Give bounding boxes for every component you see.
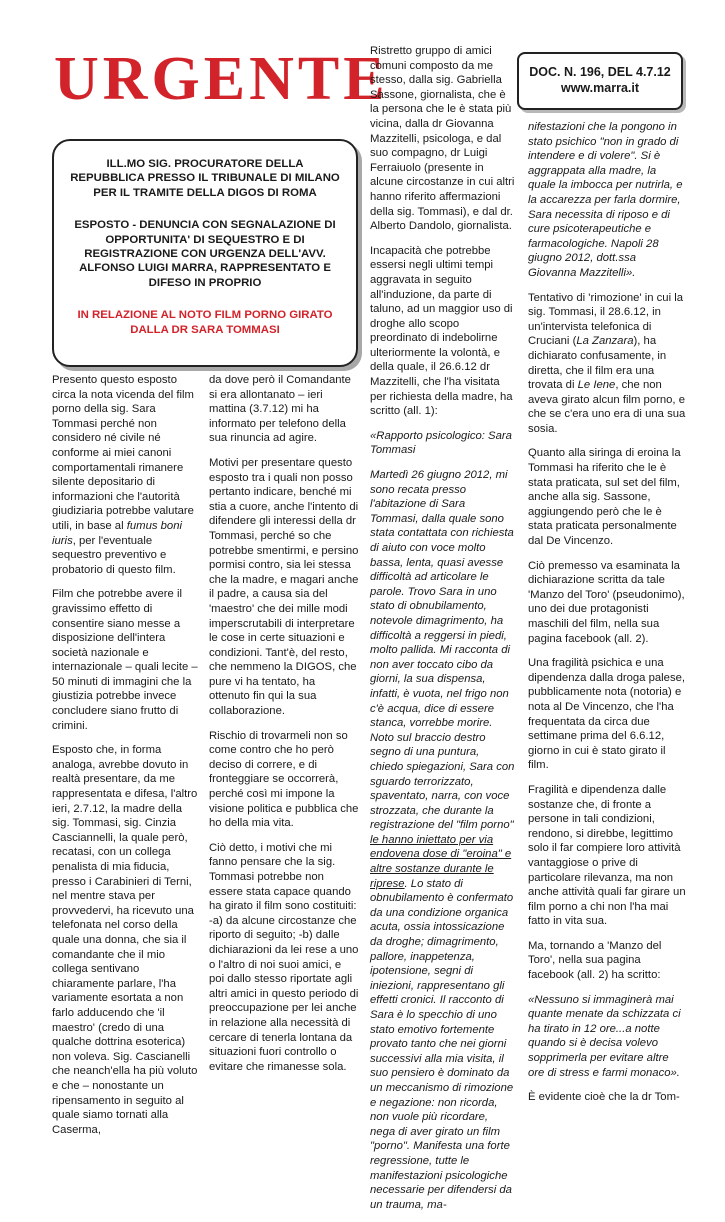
paragraph: Ma, tornando a 'Manzo del Toro', nella sua pagina facebook (all. 2) ha scritto: [528, 939, 662, 982]
paragraph: Tentativo di 'rimozione' in cui la sig. Tommasi, il 28.6.12, in un'intervista telefonica di Cruciani (La Zanzara), ha dichiarato confusamente, in diretta, che il film era una trovata di Le Iene, che non aveva girato alcun film porno, e che se c'era uno era di una sua sosia. [528, 291, 686, 435]
paragraph: Incapacità che potrebbe essersi negli ultimi tempi aggravata in seguito all'induzione, da parte di taluno, ad un maggior uso di droghe allo scopo preordinato di indebolirne ulteriormente la volontà, e della quale, il 26.6.12 dr Mazzitelli, che l'ha visitata per richiesta della madre, ha scritto (all. 1): [370, 244, 513, 418]
relation-text: IN RELAZIONE AL NOTO FILM PORNO GIRATO DALLA DR SARA TOMMASI [77, 309, 333, 336]
paragraph: Quanto alla siringa di eroina la Tommasi ha riferito che le è stata praticata, sul set del film, anche alla sig. Sassone, aggiungendo però che le è stata praticata personalmente dal De Vincenzo. [528, 447, 681, 548]
quote-paragraph: «Nessuno si immaginerà mai quante menate da schizzata ci ha tirato in 12 ore...a notte quando si è decisa volevo sopprimerla per evitare altre ore di stress e farmi monaco». [528, 993, 681, 1079]
paragraph: Rischio di trovarmeli non so come contro che ho però deciso di correre, e di fronteggiare se occorrerà, perché così mi impone la visione politica e pubblica che ho della mia vita. [209, 729, 359, 830]
quote-heading: «Rapporto psicologico: Sara Tommasi [370, 429, 512, 457]
quote-paragraph: Martedì 26 giugno 2012, mi sono recata presso l'abitazione di Sara Tommasi, dalla quale sono stata contattata con richiesta di aiuto con voce molto bassa, lenta, quasi avesse difficoltà ad articolare le parole. Trovo Sara in uno stato di obnubilamento, notevole dimagrimento, ha difficoltà a reggersi in piedi, molto pallida. Mi racconta di non aver toccato cibo da giorni, la sua dispensa, infatti, è vuota, nel frigo non c'è acqua, dice di essere stanca, vorrebbe morire. Noto sul braccio destro segno di una puntura, chiedo spiegazioni, Sara con sguardo terrorizzato, spaventato, narra, con voce strozzata, che durante la registrazione del "film porno" le hanno iniettato per via endovena dose di "eroina" e altre sostanze durante le riprese. Lo stato di obnubilamento è confermato da una condizione organica acuta, ossia intossicazione da droghe; dimagrimento, pallore, inappetenza, ipotensione, segni di iniezioni, rappresentano gli effetti cronici. Il racconto di Sara è lo specchio di uno stato emotivo fortemente provato tanto che nei giorni successivi alla mia visita, il suo pensiero è dominato da un meccanismo di rimozione e negazione: non ricorda, non vuole più ricordare, nega di aver girato un film "porno". Manifesta una forte regressione, tutte le manifestazioni psicologiche necessarie per difendersi da un trauma, ma- [370, 469, 515, 1211]
paragraph: da dove però il Comandante si era allontanato – ieri mattina (3.7.12) mi ha informato per telefono della sua rinuncia ad agire. [209, 374, 351, 445]
paragraph: È evidente cioè che la dr Tom- [528, 1091, 680, 1104]
document-reference-box [517, 52, 683, 110]
paragraph: Ciò detto, i motivi che mi fanno pensare che la sig. Tommasi potrebbe non essere stata capace quando ha girato il film sono costituiti: -a) da alcune circostanze che riporto di seguito; -b) dalle dichiarazioni da lei rese a uno o l'altro di noi suoi amici, e poi dallo stesso riportate agli altri amici in questo periodo di preoccupazione per lei anche in relazione alla necessità di cercare di tenerla lontana da situazioni fuori controllo o evitare che rimanesse sola. [209, 841, 359, 1073]
text-column-4 [528, 120, 686, 1115]
subject-text: ESPOSTO - DENUNCIA CON SEGNALAZIONE DI OPPORTUNITA' DI SEQUESTRO E DI REGISTRAZIONE CON URGENZA DELL'AVV. ALFONSO LUIGI MARRA, RAPPRESENTATO E DIFESO IN PROPRIO [74, 219, 336, 289]
website-link[interactable]: www.marra.it [560, 81, 640, 95]
paragraph: Fragilità e dipendenza dalle sostanze che, di fronte a persone in tali condizioni, rendono, si direbbe, legittimo solo il far compiere loro attività vantaggiose o prive di particolare rilevanza, ma non anche attività quali far girare un film porno a chi non l'ha mai fatto in vita sua. [528, 783, 686, 928]
quote-paragraph: nifestazioni che la pongono in stato psichico "non in grado di intendere e di volere". Si è aggrappata alla madre, la quale la imbocca per nutrirla, e la accarezza per farla dormire, Sara necessita di riposo e di cure psicoterapeutiche e farmacologiche. Napoli 28 giugno 2012, dott.ssa Giovanna Mazzitelli». [528, 121, 683, 279]
paragraph: Motivi per presentare questo esposto tra i quali non posso pertanto indicare, benché mi stia a cuore, anche l'intento di difendere gli interessi della dr Tommasi, perché so che potrebbe smentirmi, e persino pormisi contro, sia lei stessa che la madre, e magari anche il padre, a causa sia del 'maestro' che dei mille modi imperscrutabili di interpretare le cose in certe situazioni e condizioni. Tant'è, del resto, che nemmeno la DIGOS, che pure vi ha tentato, ha ottenuto fin qui la sua collaborazione. [209, 456, 359, 718]
paragraph: Ciò premesso va esaminata la dichiarazione scritta da tale 'Manzo del Toro' (pseudonimo), uno dei due protagonisti maschili del film, nella sua pagina facebook (all. 2). [528, 559, 685, 645]
document-number: DOC. N. 196, DEL 4.7.12 [529, 65, 671, 79]
text-column-1 [52, 373, 200, 1147]
addressee-text: ILL.MO SIG. PROCURATORE DELLA REPUBBLICA PRESSO IL TRIBUNALE DI MILANO PER IL TRAMITE DELLA DIGOS DI ROMA [70, 158, 340, 199]
paragraph: Ristretto gruppo di amici comuni composto da me stesso, dalla sig. Gabriella Sassone, giornalista, che è la persona che le è stata più vicina, dalla dr Giovanna Mazzitelli, psicologa, e dal suo compagno, dr Luigi Ferraiuolo (presente in alcune circostanze in cui altri hanno riferito affermazioni della sig. Tommasi), e dal dr. Alberto Dandolo, giornalista. [370, 45, 515, 233]
paragraph: Presento questo esposto circa la nota vicenda del film porno della sig. Sara Tommasi perché non considero né civile né conforme ai miei canoni comportamentali rimanere silente depositario di informazioni che l'autorità giudiziaria potrebbe valutare utili, in base al fumus boni iuris, per l'eventuale sequestro preventivo e probatorio di questo film. [52, 374, 194, 576]
paragraph: Una fragilità psichica e una dipendenza dalla droga palese, pubblicamente nota (notoria) e nota al De Vincenzo, che l'ha frequentata da circa due settimane prima del 6.6.12, giorno in cui è stato girato il film. [528, 657, 686, 772]
page-title: URGENTE [54, 45, 389, 113]
paragraph: Esposto che, in forma analoga, avrebbe dovuto in realtà presentare, da me rappresentata e difesa, l'altro ieri, 2.7.12, la madre della sig. Tommasi, sig. Cinzia Casciannelli, la quale però, recatasi, con un collega penalista di mia fiducia, presso i Carabinieri di Terni, nel mentre stava per provvedervi, ha ricevuto una telefonata nel corso della quale una donna, che sia il comandante che il mio collega sentivano chiaramente parlare, l'ha variamente esortata a non farlo adducendo che 'il maestro' (credo di una qualche dottrina esoterica) non voleva. Sig. Cascianelli che neanch'ella ha più voluto e che – nonostante un ripensamento in seguito al quale siamo tornati alla Caserma, [52, 744, 198, 1136]
paragraph: Film che potrebbe avere il gravissimo effetto di consentire siano messe a disposizione dell'intera società nazionale e internazionale – quali lecite – 50 minuti di immagini che la giustizia potrebbe invece concludere siano frutto di crimini. [52, 588, 198, 732]
text-column-3 [370, 44, 515, 1222]
addressee-box [52, 139, 358, 367]
text-column-2 [209, 373, 359, 1084]
